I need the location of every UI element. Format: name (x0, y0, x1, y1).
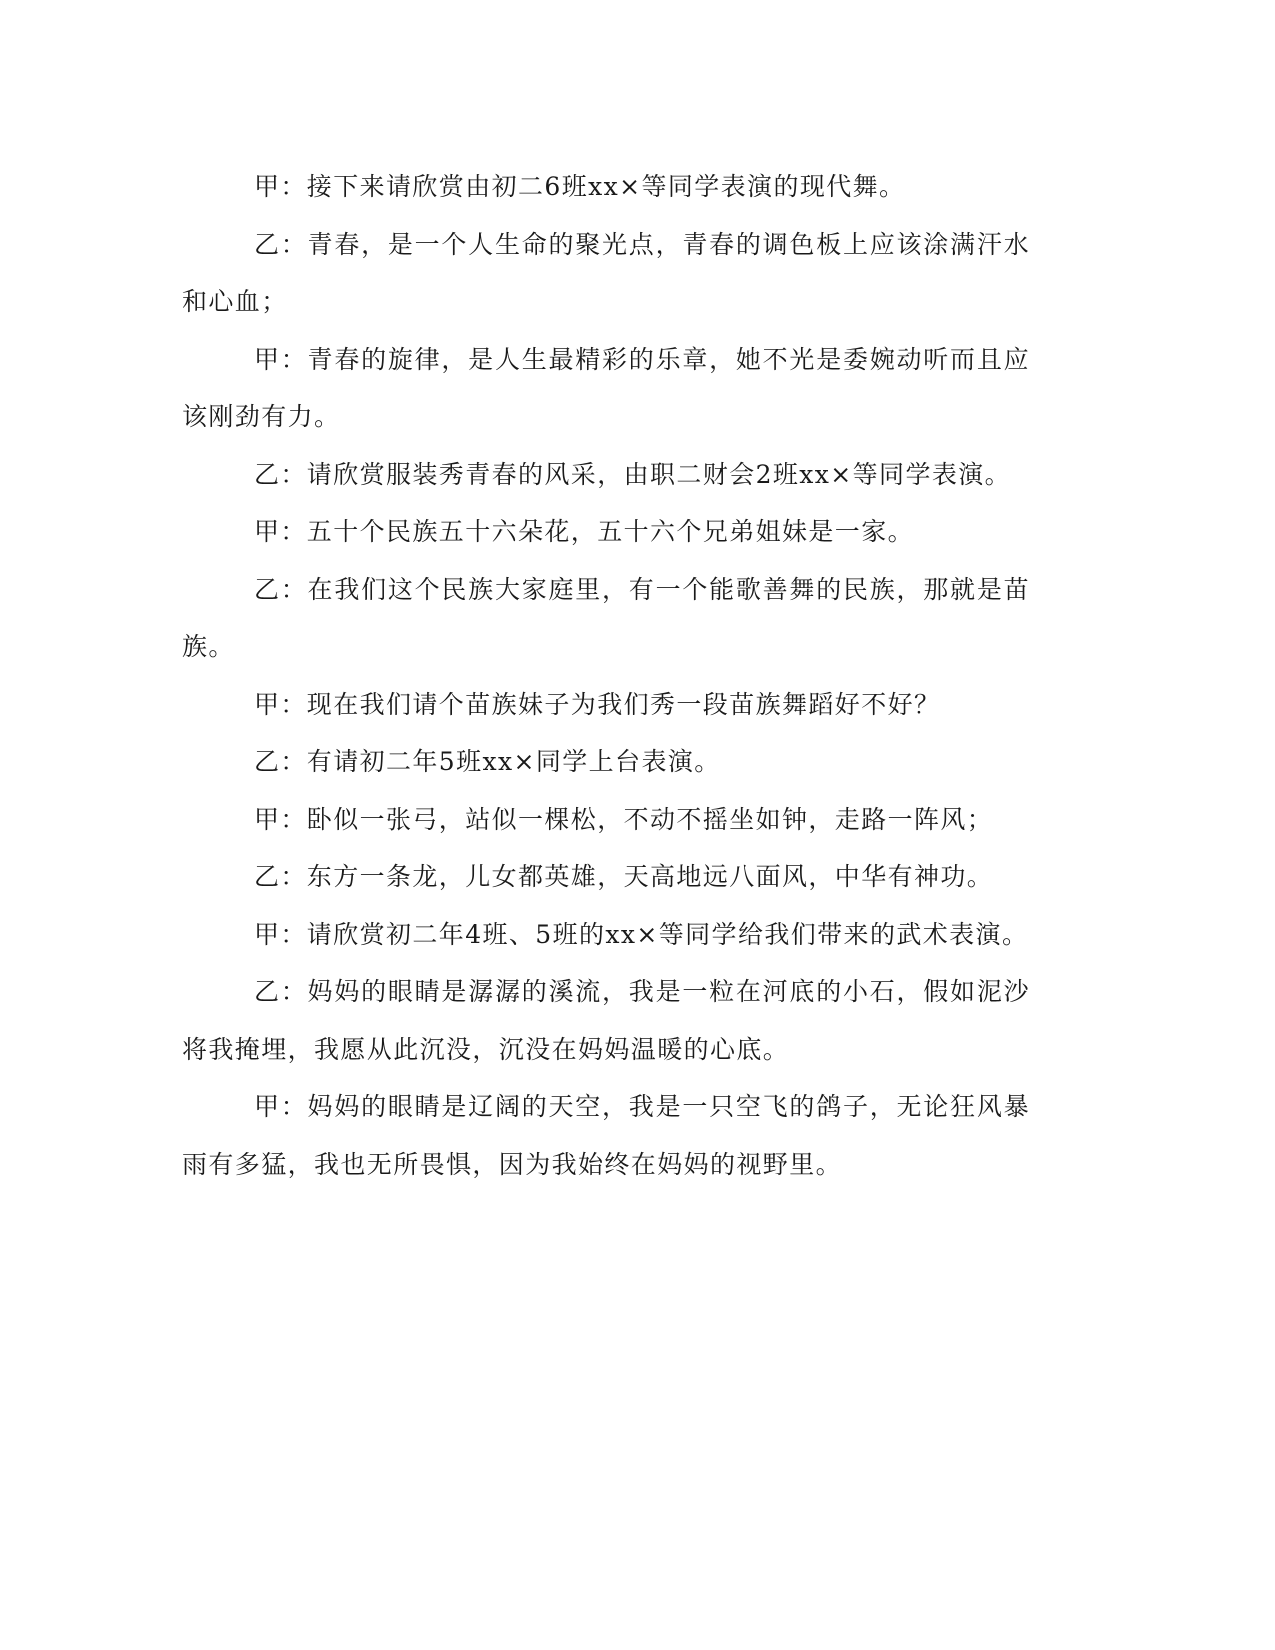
paragraph: 甲：妈妈的眼睛是辽阔的天空，我是一只空飞的鸽子，无论狂风暴雨有多猛，我也无所畏惧，因为我始终在妈妈的视野里。 (182, 1092, 1030, 1179)
paragraph: 乙：妈妈的眼睛是潺潺的溪流，我是一粒在河底的小石，假如泥沙将我掩埋，我愿从此沉没，沉没在妈妈温暖的心底。 (182, 977, 1030, 1064)
paragraph: 乙：请欣赏服装秀青春的风采，由职二财会2班xx×等同学表演。 (254, 459, 1012, 489)
paragraph: 乙：东方一条龙，儿女都英雄，天高地远八面风，中华有神功。 (254, 862, 994, 891)
paragraph: 甲：卧似一张弓，站似一棵松，不动不摇坐如钟，走路一阵风； (254, 804, 994, 834)
paragraph: 甲：现在我们请个苗族妹子为我们秀一段苗族舞蹈好不好？ (254, 689, 941, 719)
document-body (182, 158, 1030, 1193)
paragraph: 乙：在我们这个民族大家庭里，有一个能歌善舞的民族，那就是苗族。 (182, 574, 1030, 661)
paragraph: 乙：有请初二年5班xx×同学上台表演。 (254, 747, 721, 776)
paragraph: 甲：请欣赏初二年4班、5班的xx×等同学给我们带来的武术表演。 (254, 919, 1029, 949)
paragraph: 乙：青春，是一个人生命的聚光点，青春的调色板上应该涂满汗水和心血； (182, 229, 1030, 316)
paragraph: 甲：接下来请欣赏由初二6班xx×等同学表演的现代舞。 (254, 172, 906, 201)
paragraph: 甲：青春的旋律，是人生最精彩的乐章，她不光是委婉动听而且应该刚劲有力。 (182, 344, 1030, 431)
paragraph: 甲：五十个民族五十六朵花，五十六个兄弟姐妹是一家。 (254, 517, 915, 546)
